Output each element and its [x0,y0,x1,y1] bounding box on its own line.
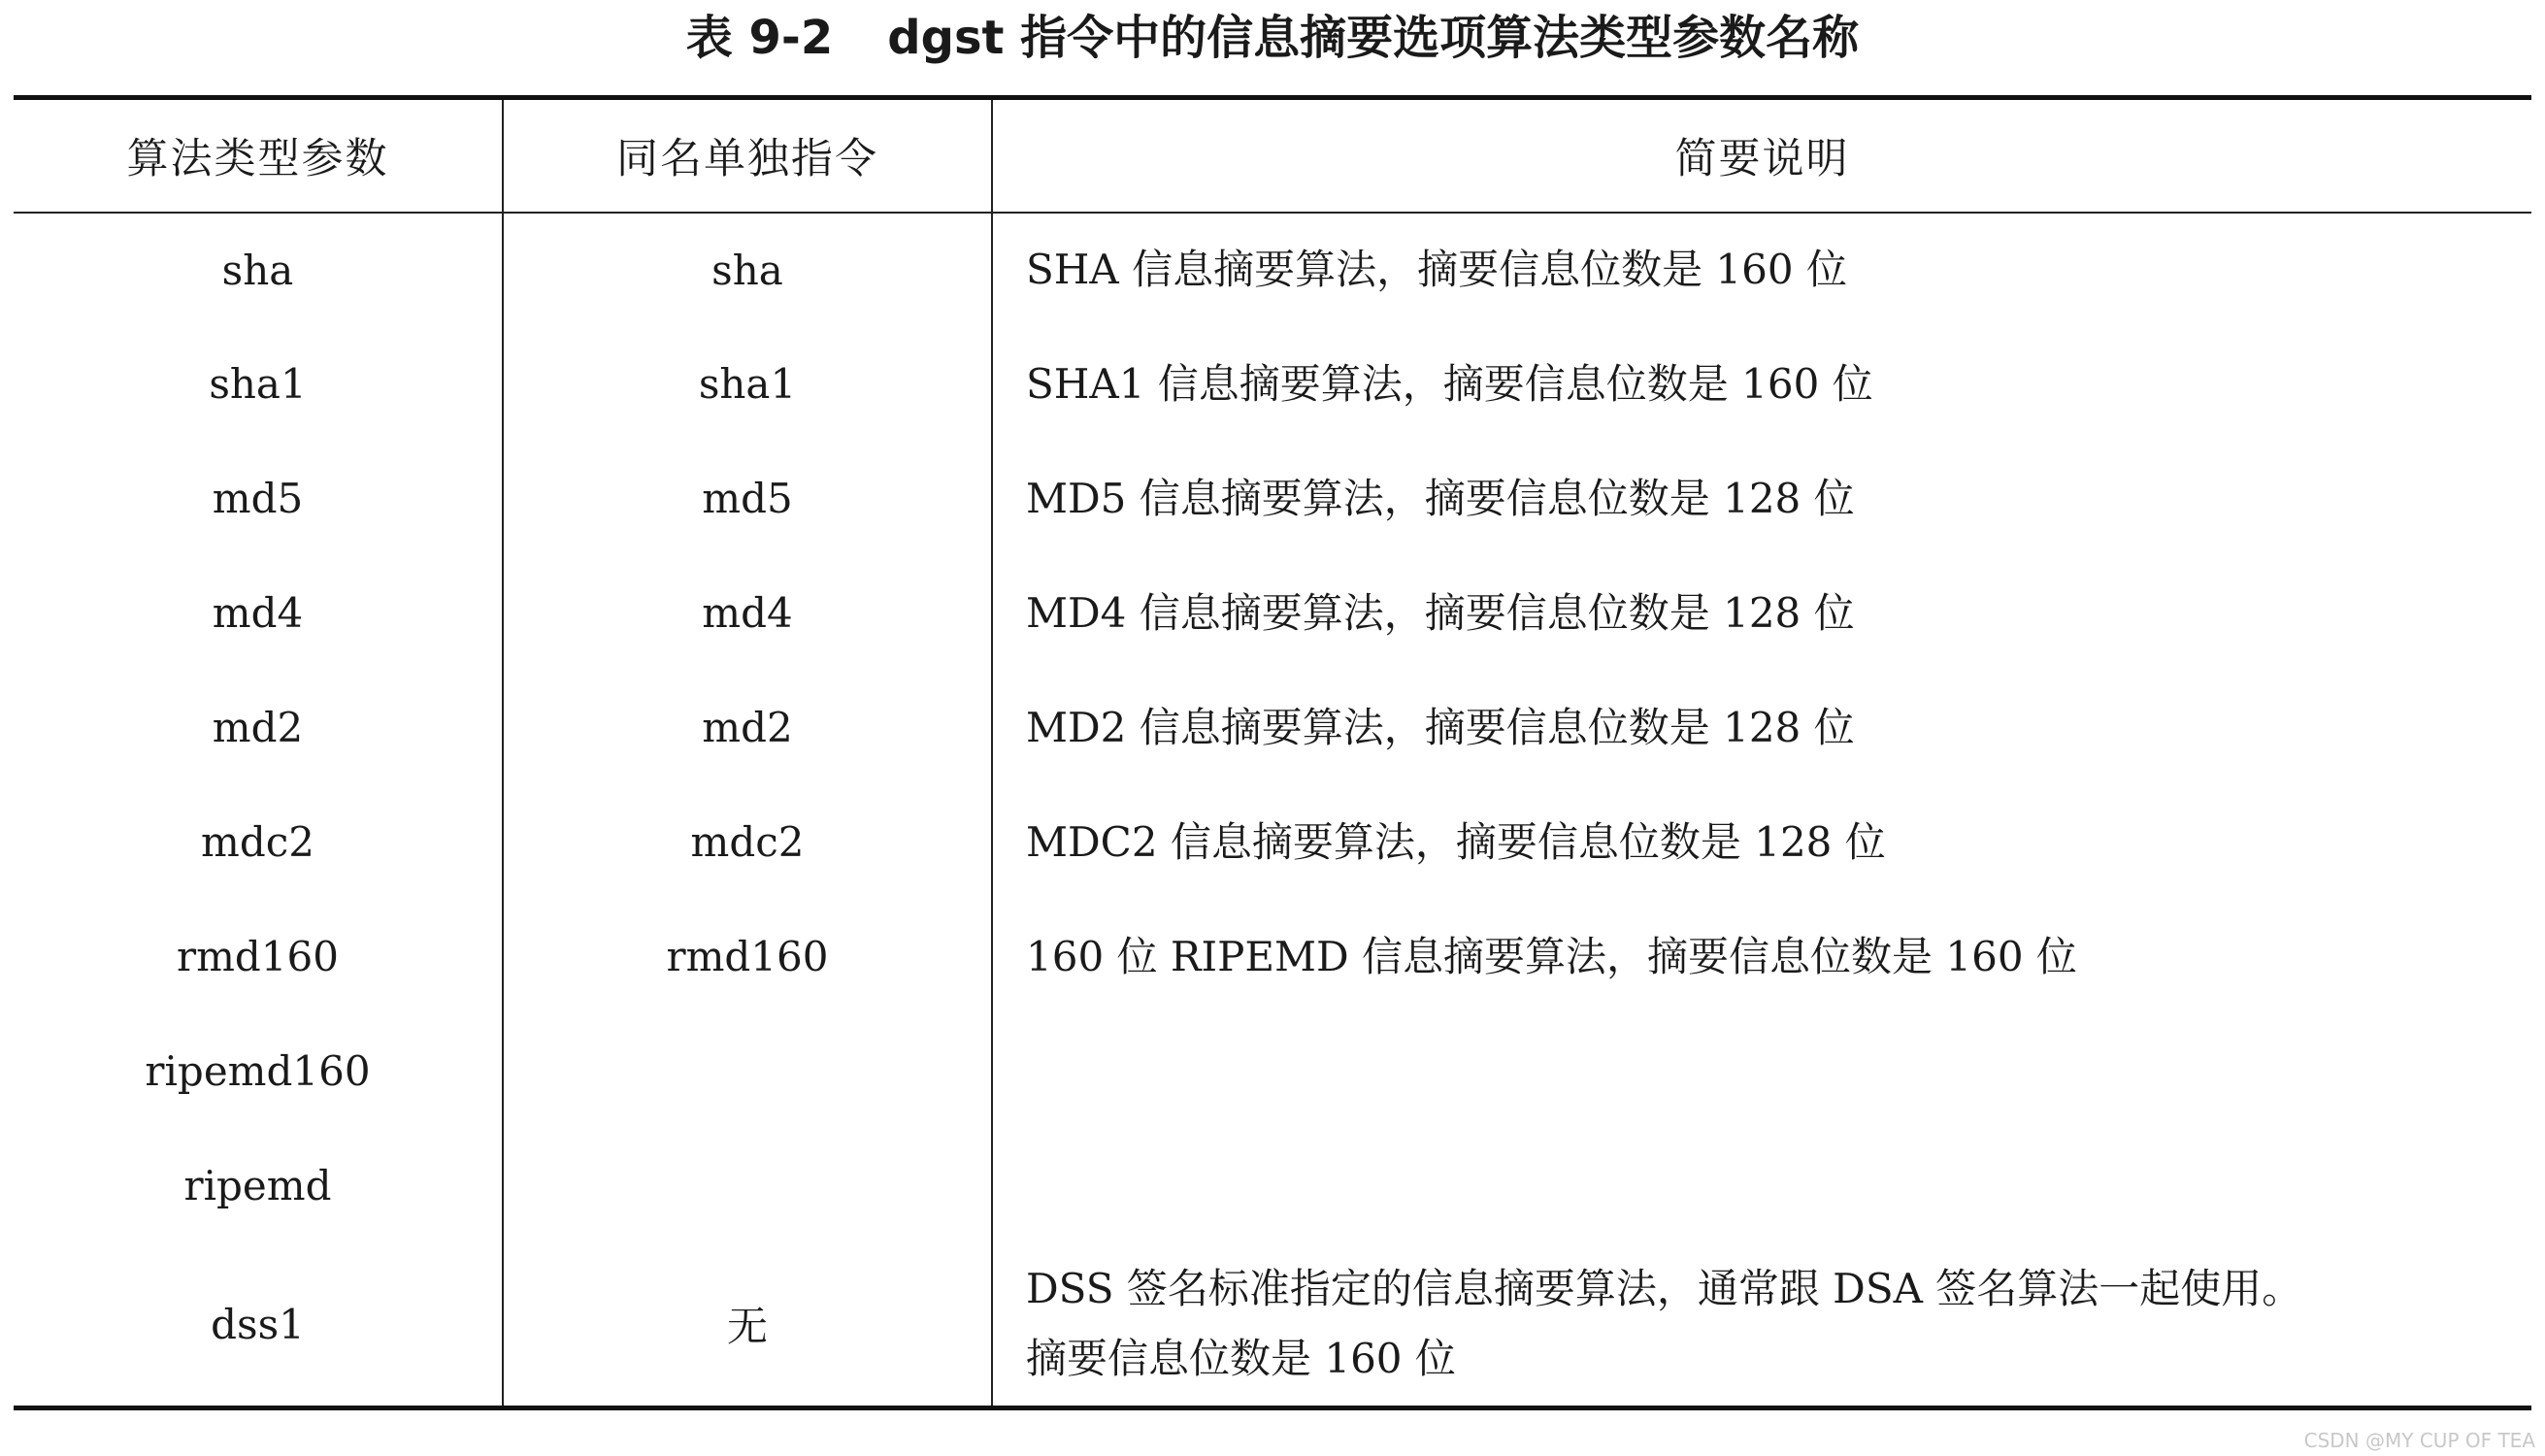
cell-description: SHA1 信息摘要算法，摘要信息位数是 160 位 [992,327,2531,442]
cell-standalone-command [503,1014,992,1129]
table-header-row [14,98,2531,213]
cell-description: MD4 信息摘要算法，摘要信息位数是 128 位 [992,556,2531,671]
algorithm-table [14,95,2531,1410]
table-title: dgst 指令中的信息摘要选项算法类型参数名称 [887,11,1860,65]
table-row [14,556,2531,671]
cell-standalone-command: md5 [503,442,992,556]
cell-standalone-command [503,1129,992,1243]
cell-standalone-command: sha [503,213,992,327]
table-number: 表 9-2 [685,11,834,65]
cell-description [992,1014,2531,1129]
cell-algorithm-param: sha1 [209,360,307,408]
cell-algorithm-param: rmd160 [177,933,339,980]
cell-description: SHA 信息摘要算法，摘要信息位数是 160 位 [992,213,2531,327]
cell-algorithm-param: md2 [212,704,304,751]
cell-description: MD2 信息摘要算法，摘要信息位数是 128 位 [992,671,2531,785]
cell-algorithm-param: mdc2 [201,818,314,866]
header-description: 简要说明 [992,98,2531,213]
watermark: CSDN @MY CUP OF TEA [2303,1429,2535,1452]
table-row [14,442,2531,556]
cell-standalone-command: rmd160 [503,900,992,1014]
table-row [14,327,2531,442]
cell-algorithm-param: ripemd160 [145,1047,371,1095]
cell-algorithm-param: sha [221,246,294,294]
header-algorithm-param: 算法类型参数 [14,98,503,213]
cell-standalone-command: md2 [503,671,992,785]
table-row [14,1243,2531,1408]
table-row [14,213,2531,327]
cell-algorithm-param: md5 [212,475,304,522]
table-caption [0,0,2545,76]
cell-algorithm-param: md4 [212,589,304,637]
cell-description: MD5 信息摘要算法，摘要信息位数是 128 位 [992,442,2531,556]
table-row [14,1129,2531,1243]
table-row [14,785,2531,900]
cell-standalone-command: md4 [503,556,992,671]
cell-standalone-command: 无 [503,1243,992,1408]
cell-description: MDC2 信息摘要算法，摘要信息位数是 128 位 [992,785,2531,900]
table-row [14,1014,2531,1129]
cell-algorithm-param: dss1 [14,1243,503,1408]
table-row [14,671,2531,785]
cell-description: DSS 签名标准指定的信息摘要算法，通常跟 DSA 签名算法一起使用。 摘要信息位数是 160 位 [992,1243,2531,1408]
cell-description [992,1129,2531,1243]
cell-standalone-command: mdc2 [503,785,992,900]
header-standalone-command: 同名单独指令 [503,98,992,213]
cell-description: 160 位 RIPEMD 信息摘要算法，摘要信息位数是 160 位 [992,900,2531,1014]
cell-standalone-command: sha1 [503,327,992,442]
cell-algorithm-param: ripemd [183,1162,332,1209]
table-row [14,900,2531,1014]
